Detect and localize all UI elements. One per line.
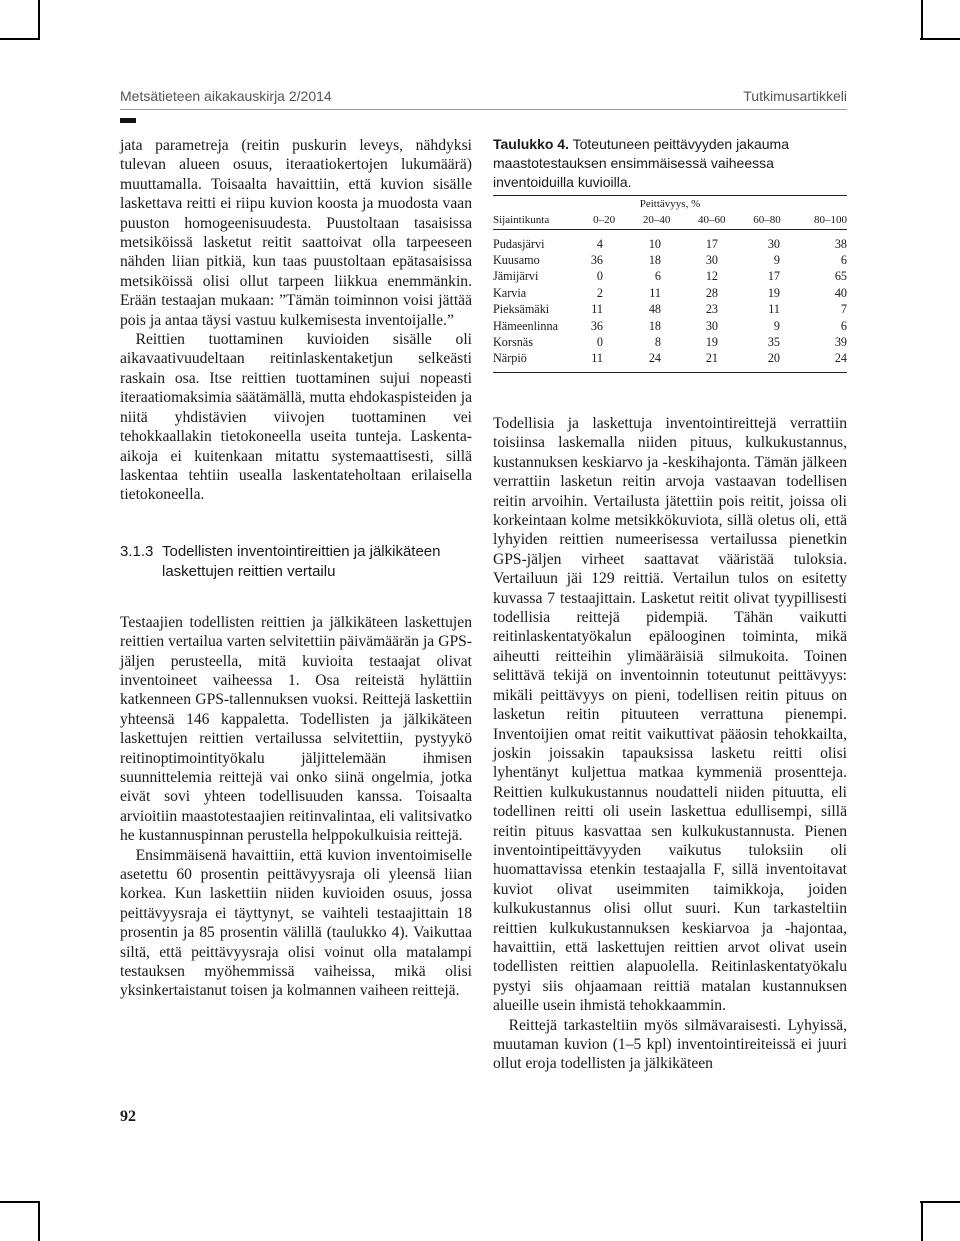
crop-mark [920, 38, 960, 40]
table-cell: 12 [705, 269, 718, 284]
table-row [493, 236, 847, 252]
section-number: 3.1.3 [120, 542, 154, 560]
column-header: 60–80 [753, 214, 781, 226]
table-cell: 23 [705, 302, 718, 317]
table-cell: 35 [767, 335, 780, 350]
table-cell: 36 [590, 253, 603, 268]
table-cell: 17 [767, 269, 780, 284]
table-row [493, 252, 847, 268]
table-cell: 11 [591, 351, 603, 366]
body-paragraph: Testaajien todellisten reittien ja jälkikäteen laskettujen reittien vertailua varten selvitettiin päivämäärän ja GPS-jäljen perusteella, mitä kuvioita testaajat olivat inventoineet vaiheessa 1. Osa reiteistä hylättiin katkenneen GPS-tallennuksen vuoksi. Reittejä laskettiin yhteensä 146 kappaletta. Todellisten ja jälkikäteen laskettujen reittien vertailussa selvitettiin, pystyykö reitinoptimointityökalu jäljittelemään ihmisen suunnittelemia reittejä vai onko siinä ongelmia, jotka eivät sovi yhteen todellisuuden kanssa. Toisaalta arvioitiin maastotestaajien reitinvalintaa, eli valitsivatko he kustannuspinnan perustella helppokulkuisia reittejä. [120, 613, 472, 845]
table-cell: Pieksämäki [493, 302, 550, 317]
table-cell: 11 [649, 285, 661, 300]
table-cell: 30 [705, 253, 718, 268]
table-row [493, 351, 847, 367]
right-column [493, 414, 847, 1074]
table-cell: 30 [705, 318, 718, 333]
crop-mark [921, 0, 923, 40]
table-cell: 18 [648, 318, 661, 333]
section-heading [120, 542, 472, 582]
journal-title: Metsätieteen aikakauskirja 2/2014 [120, 88, 332, 104]
table-cell: 40 [834, 285, 847, 300]
table-cell: 2 [596, 285, 603, 300]
page-number: 92 [120, 1108, 136, 1125]
table-row [493, 269, 847, 285]
table-cell: 36 [590, 318, 603, 333]
table-caption-text: Toteutuneen peittävyyden jakauma maastotestauksen ensimmäisessä vaiheessa inventoiduilla kuvioilla. [493, 136, 789, 190]
table-cell: 0 [596, 335, 603, 350]
table-group-header: Peittävyys, % [639, 197, 701, 210]
table-cell: 19 [767, 285, 780, 300]
table-cell: 17 [705, 236, 718, 251]
table-cell: 39 [834, 335, 847, 350]
table-cell: 21 [705, 351, 718, 366]
table-header-rule [493, 229, 847, 230]
column-header: 80–100 [814, 214, 847, 226]
body-paragraph: jata parametreja (reitin puskurin leveys, nähdyksi tulevan alueen osuus, iteraatiokertojen lukumäärä) muuttamalla. Toisaalta havaittiin, että kuvion sisälle laskettava reitti ei riipu kuvion koosta ja muodosta vaan puuston homogeenisuudesta. Puustoltaan tasaisissa metsiköissä lasketut reitit saattoivat olla tarpeeseen nähden liian pitkiä, kun taas puustoltaan epätasaisissa metsiköissä olisi ollut tarpeen liikkua enemmänkin. Erään testaajan mukaan: ”Tämän toiminnon voisi jättää pois ja antaa täysi vastuu kulkemisesta inventoijalle.” [120, 137, 472, 329]
crop-mark [920, 1201, 960, 1203]
table-cell: Jämijärvi [493, 269, 539, 284]
table-cell: 4 [596, 236, 603, 251]
page-marker-bar [120, 118, 136, 123]
table-cell: 24 [834, 351, 847, 366]
table-cell: 48 [648, 302, 661, 317]
body-paragraph: Reittejä tarkasteltiin myös silmävaraisesti. Lyhyissä, muutaman kuvion (1–5 kpl) inventointireiteissä ei juuri ollut eroja todellisten ja jälkikäteen [493, 1016, 847, 1073]
column-header: Sijaintikunta [493, 214, 550, 226]
table-row [493, 318, 847, 334]
crop-mark [921, 1201, 923, 1241]
body-paragraph: Ensimmäisenä havaittiin, että kuvion inventoimiselle asetettu 60 prosentin peittävyysraja oli yleensä liian korkea. Kun laskettiin niiden kuvioiden osuus, jossa peittävyysraja ei täyttynyt, se vaihteli testaajittain 18 prosentin ja 85 prosentin välillä (taulukko 4). Vaikuttaa siltä, että peittävyysraja olisi voinut olla matalampi testauksen myöhemmissä vaiheissa, mikä olisi yksinkertaistanut toisen ja kolmannen vaiheen reittejä. [120, 846, 472, 1000]
table-row [493, 334, 847, 350]
table-cell: Kuusamo [493, 253, 540, 268]
table-cell: 38 [834, 236, 847, 251]
body-paragraph: Todellisia ja laskettuja inventointireittejä verrattiin toisiinsa laskemalla niiden pituus, kulkukustannus, kustannuksen keskiarvo ja -keskihajonta. Tämän jälkeen verrattiin lasketun reitin arvoja vastaavan todellisen reitin arvoihin. Vertailusta jätettiin pois reitit, joissa oli korkeintaan kolme metsikkökuviota, sillä oletus oli, että lyhyiden reittien numeerisessa vertailussa pienetkin GPS-jäljen virheet saattavat vääristää tuloksia. Vertailuun jäi 129 reittiä. Vertailun tulos on esitetty kuvassa 7 testaajittain. Lasketut reitit olivat tyypillisesti todellisia reittejä pidempiä. Tähän vaikutti reitinlaskentatyökalun epälooginen toiminta, mikä aiheutti reitteihin ylimääräisiä silmukoita. Toinen selittävä tekijä on inventoinnin toteutunut peittävyys: mikäli peittävyys on pieni, todellisen reitin pituus on lasketun reitin pituuteen verrattuna pienempi. Inventoijien omat reitit vaikuttivat pääosin tehokkailta, joskin joissakin tapauksissa lasketu reitti olisi lyhentänyt kuljettua matkaa kymmeniä prosentteja. Reittien kulkukustannus noudatteli niiden pituutta, eli todellinen reitti oli usein laskettua edullisempi, sillä reitin pituus kasvattaa sen kulkukustannusta. Pienen inventointipeittävyyden vaikutus tuloksiin oli huomattavissa etenkin testaajalla F, sillä inventoitavat kuviot olivat useimmiten taimikkoja, joiden kulkukustannus olisi ollut suuri. Kun tarkasteltiin reittien kulkukustannuksen keskiarvoa ja -hajontaa, havaittiin, että laskettujen reittien arvot olivat usein todellisten reittien alapuolella. Reitinlaskentatyökalu pystyi siis ohjaamaan reittiä matalan kustannuksen alueille usein ihmistä tehokkaammin. [493, 415, 847, 1015]
table-cell: 18 [648, 253, 661, 268]
table-cell: 0 [596, 269, 603, 284]
crop-mark [0, 1201, 40, 1203]
table-cell: Hämeenlinna [493, 318, 558, 333]
left-column [120, 136, 472, 1001]
column-header: 0–20 [593, 214, 616, 226]
crop-mark [38, 0, 40, 40]
section-title: Todellisten inventointireittien ja jälkikäteen laskettujen reittien vertailu [162, 542, 441, 580]
table-row [493, 285, 847, 301]
table-cell: 6 [840, 253, 847, 268]
table-cell: 11 [591, 302, 603, 317]
table-cell: 9 [773, 318, 780, 333]
table-cell: 6 [654, 269, 661, 284]
running-head [120, 85, 847, 110]
data-table [493, 195, 847, 373]
table-cell: 9 [773, 253, 780, 268]
table-cell: Närpiö [493, 351, 527, 366]
table-cell: Korsnäs [493, 335, 533, 350]
table-cell: 11 [768, 302, 780, 317]
table-cell: 19 [705, 335, 718, 350]
table-cell: 24 [648, 351, 661, 366]
article-type: Tutkimusartikkeli [743, 88, 847, 104]
crop-mark [38, 1201, 40, 1241]
table-cell: Pudasjärvi [493, 236, 545, 251]
table-label: Taulukko 4. [493, 136, 569, 152]
table-cell: 20 [767, 351, 780, 366]
table-caption [493, 135, 847, 192]
body-paragraph: Reittien tuottaminen kuvioiden sisälle oli aikavaativuudeltaan reitinlaskentaketjun selkeästi raskain osa. Itse reittien tuottaminen sujui nopeasti iteraatiomaksimia säätämällä, mutta ehdokaspisteiden ja niitä yhdistävien viivojen tuottaminen vei tehokkaallakin tietokoneella useita tunteja. Laskenta-aikoja ei kuitenkaan mitattu systemaattisesti, sillä laskentaa tehtiin usealla laskentateholtaan erilaisella tietokoneella. [120, 331, 472, 504]
table-cell: 8 [654, 335, 661, 350]
table-cell: 30 [767, 236, 780, 251]
column-header: 20–40 [642, 214, 671, 226]
table-bottom-rule [493, 372, 847, 373]
table-cell: Karvia [493, 285, 527, 300]
table-cell: 10 [648, 236, 661, 251]
column-header: 40–60 [698, 214, 726, 226]
table-cell: 7 [840, 302, 847, 317]
crop-mark [0, 38, 40, 40]
table-cell: 65 [834, 269, 847, 284]
table-cell: 6 [840, 318, 847, 333]
table-cell: 28 [705, 285, 718, 300]
table-row [493, 302, 847, 318]
